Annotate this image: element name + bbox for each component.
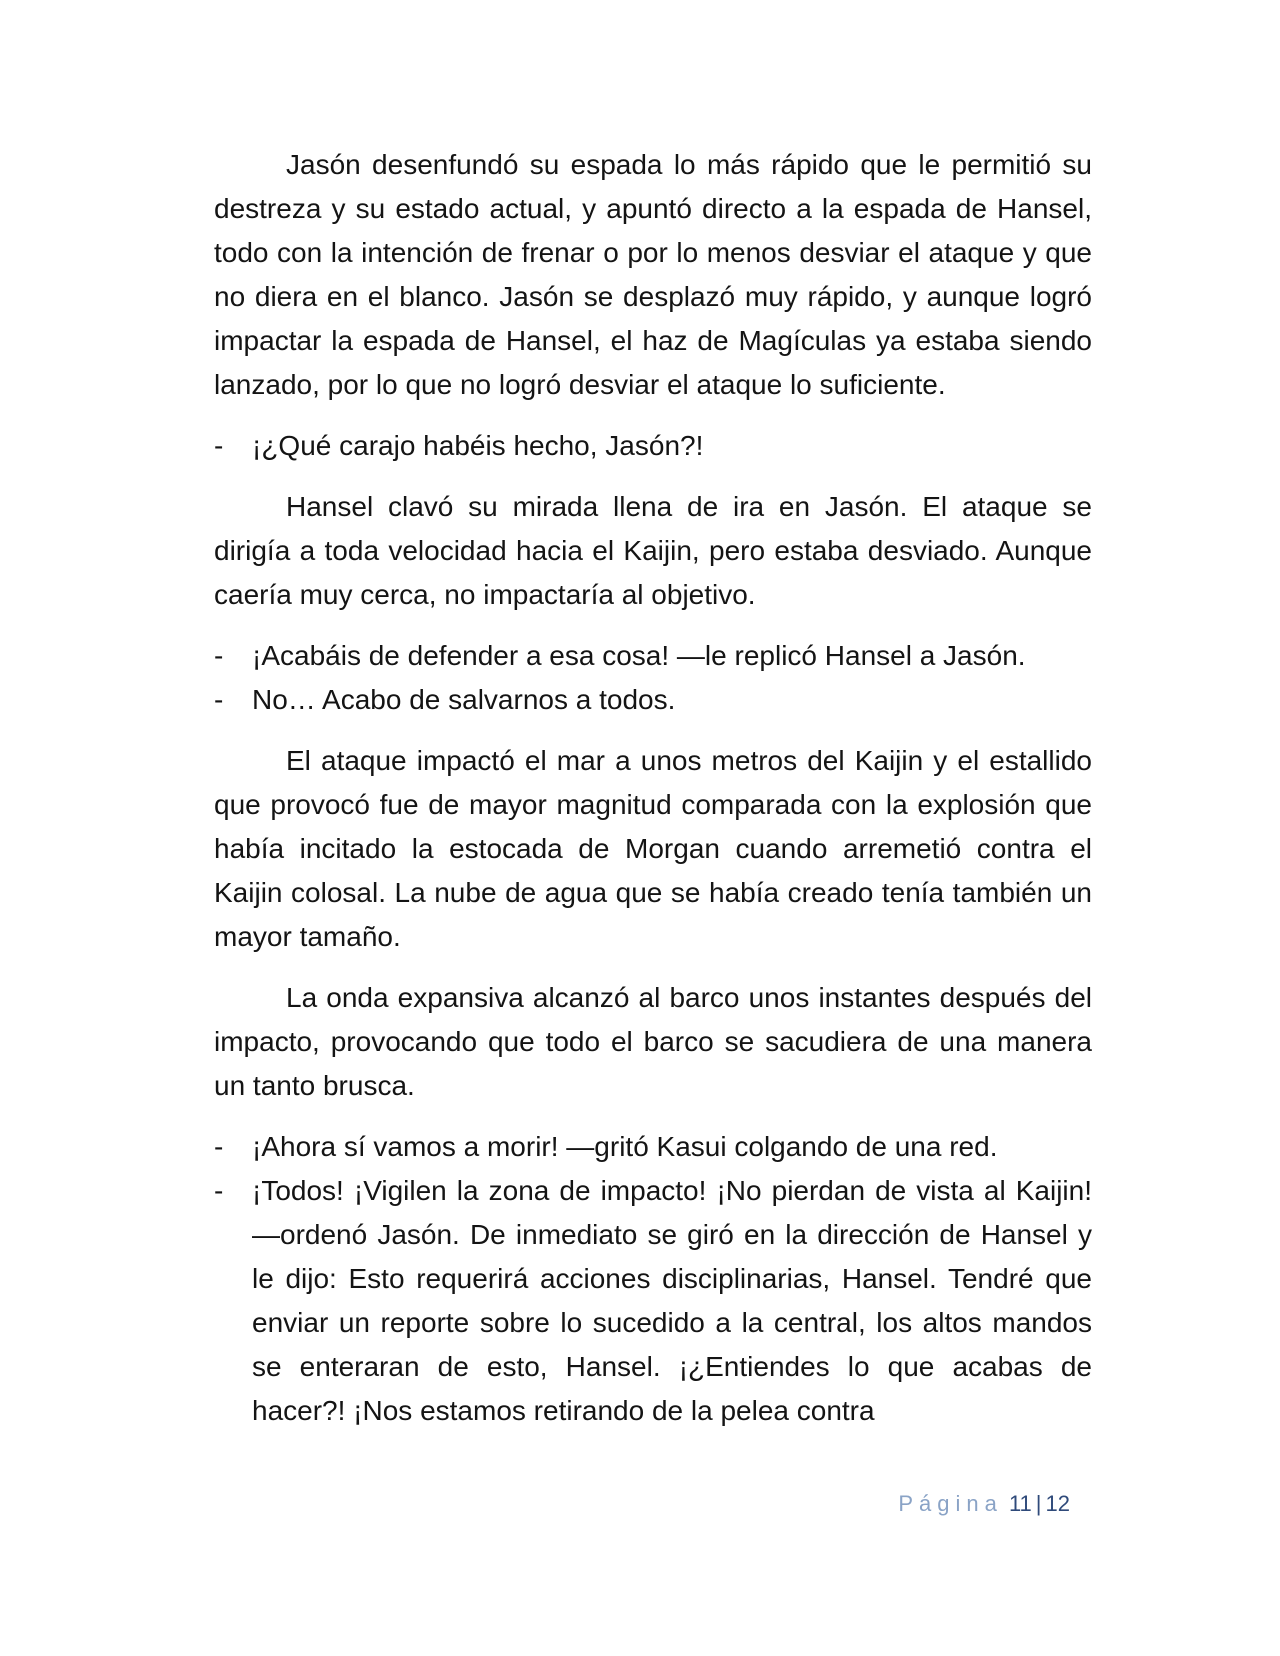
page-footer <box>880 1489 1070 1519</box>
dialogue-text: No… Acabo de salvarnos a todos. <box>252 684 676 715</box>
dialogue-text: ¡Todos! ¡Vigilen la zona de impacto! ¡No pierdan de vista al Kaijin! —ordenó Jasón. De inmediato se giró en la dirección de Hansel y le dijo: Esto requerirá acciones disciplinarias, Hansel. Tendré que enviar un reporte sobre lo sucedido a la central, los altos mandos se enteraran de esto, Hansel. ¡¿Entiendes lo que acabas de hacer?! ¡Nos estamos retirando de la pelea contra <box>252 1175 1092 1426</box>
dialogue-text: ¡Acabáis de defender a esa cosa! —le replicó Hansel a Jasón. <box>252 640 1026 671</box>
dialogue-text: ¡Ahora sí vamos a morir! —gritó Kasui colgando de una red. <box>252 1131 998 1162</box>
dialogue-line-1 <box>214 424 1092 468</box>
page-separator: | <box>1035 1491 1042 1516</box>
dialogue-line-5 <box>214 1169 1092 1433</box>
paragraph-4: La onda expansiva alcanzó al barco unos instantes después del impacto, provocando que todo el barco se sacudiera de una manera un tanto brusca. <box>214 982 1092 1101</box>
dialogue-line-4 <box>214 1125 1092 1169</box>
page-number: 11 <box>1008 1491 1032 1516</box>
dialogue-dash: - <box>214 1175 224 1206</box>
dialogue-line-3 <box>214 678 1092 722</box>
dialogue-line-2 <box>214 634 1092 678</box>
body-text <box>214 143 1092 1450</box>
dialogue-dash: - <box>214 1131 224 1162</box>
dialogue-group-1 <box>214 424 1092 468</box>
paragraph-1: Jasón desenfundó su espada lo más rápido que le permitió su destreza y su estado actual, y apuntó directo a la espada de Hansel, todo con la intención de frenar o por lo menos desviar el ataque y que no diera en el blanco. Jasón se desplazó muy rápido, y aunque logró impactar la espada de Hansel, el haz de Magículas ya estaba siendo lanzado, por lo que no logró desviar el ataque lo suficiente. <box>214 149 1092 400</box>
dialogue-text: ¡¿Qué carajo habéis hecho, Jasón?! <box>252 430 704 461</box>
dialogue-dash: - <box>214 640 224 671</box>
page-label: Página <box>898 1491 1003 1516</box>
dialogue-dash: - <box>214 684 224 715</box>
page-total: 12 <box>1045 1491 1070 1516</box>
paragraph-2: Hansel clavó su mirada llena de ira en Jasón. El ataque se dirigía a toda velocidad hacia el Kaijin, pero estaba desviado. Aunque caería muy cerca, no impactaría al objetivo. <box>214 491 1092 610</box>
dialogue-dash: - <box>214 430 224 461</box>
paragraph-3: El ataque impactó el mar a unos metros del Kaijin y el estallido que provocó fue de mayor magnitud comparada con la explosión que había incitado la estocada de Morgan cuando arremetió contra el Kaijin colosal. La nube de agua que se había creado tenía también un mayor tamaño. <box>214 745 1092 952</box>
dialogue-group-2 <box>214 634 1092 722</box>
dialogue-group-3 <box>214 1125 1092 1433</box>
